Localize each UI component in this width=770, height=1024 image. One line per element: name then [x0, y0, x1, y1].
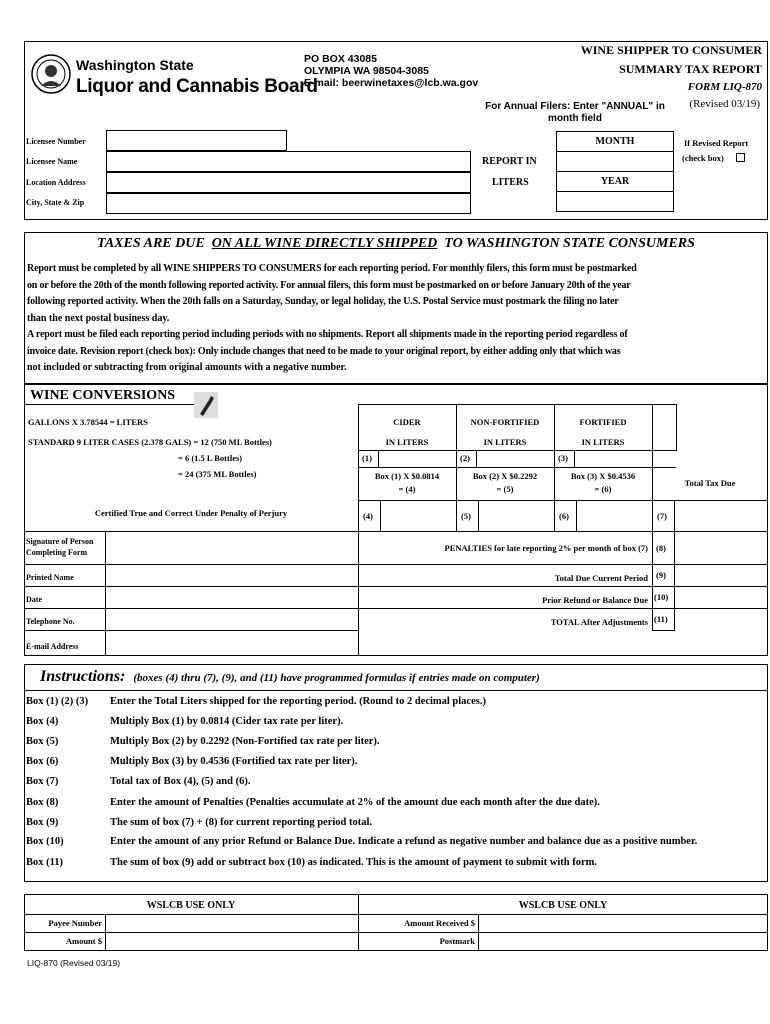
address-line1: PO BOX 43085 — [304, 53, 377, 65]
box-6-input[interactable] — [578, 501, 651, 530]
printed-name-label: Printed Name — [26, 573, 74, 582]
box-5-input[interactable] — [480, 501, 553, 530]
annual-note-line1: For Annual Filers: Enter "ANNUAL" in — [485, 101, 665, 112]
gallons-conversion: GALLONS X 3.78544 = LITERS — [28, 417, 148, 427]
taxes-due-paragraph: Report must be completed by all WINE SHIPPERS TO CONSUMERS for each reporting period. For monthly filers, this form must be postmarked on or before the 20th of the month following reported activity. For annual filers, this form must be postmarked on or before January 20th of the year following reported activity. When the 20th falls on a Saturday, Sunday, or legal holiday, the U.S. Postal Service must postmark the filing no later than the next postal business day. A report must be filed each reporting period including periods with no shipments. Report all shipments made in the reporting period regardless of invoice date. Revision report (check box): Only include changes that need to be made to your original report, by either adding only that which was not included or subtracting from original amounts with a negative number. — [27, 263, 637, 373]
instructions-heading: Instructions: (boxes (4) thru (7), (9), and (11) have programmed formulas if entries made on computer) — [40, 668, 540, 685]
prior-refund-label: Prior Refund or Balance Due — [542, 595, 648, 605]
fortified-liters: IN LITERS — [581, 437, 625, 447]
total-tax-due-label: Total Tax Due — [684, 478, 736, 488]
report-in-label: REPORT IN — [482, 156, 537, 167]
address-line2: OLYMPIA WA 98504-3085 — [304, 65, 429, 77]
calc-3-line1: Box (3) X $0.4536 — [570, 471, 636, 481]
penalties-label: PENALTIES for late reporting 2% per month of box (7) — [444, 543, 648, 553]
licensee-name-label: Licensee Name — [26, 157, 78, 166]
email-address-input[interactable] — [106, 631, 358, 655]
cases-conversion: STANDARD 9 LITER CASES (2.378 GALS) = 12 (750 ML Bottles) — [28, 437, 272, 447]
liters-label: LITERS — [492, 177, 529, 188]
amount-label: Amount $ — [65, 936, 102, 946]
revised-report-checkbox[interactable] — [736, 153, 745, 162]
city-state-zip-label: City, State & Zip — [26, 198, 85, 207]
box-8-label: (8) — [656, 543, 666, 553]
conversions-heading-rule — [24, 404, 214, 405]
box-2-input[interactable] — [478, 451, 553, 467]
certified-text: Certified True and Correct Under Penalty of Perjury — [94, 508, 288, 518]
box-1-label: (1) — [362, 453, 372, 463]
city-state-zip-input[interactable] — [106, 193, 471, 214]
check-box-label: (check box) — [682, 153, 724, 163]
taxes-due-heading: TAXES ARE DUE ON ALL WINE DIRECTLY SHIPPED TO WASHINGTON STATE CONSUMERS — [97, 236, 695, 251]
ml-bottles-conversion: = 24 (375 ML Bottles) — [178, 469, 257, 479]
box-7-input[interactable] — [676, 501, 767, 530]
org-name-line1: Washington State — [76, 57, 194, 73]
location-address-input[interactable] — [106, 172, 471, 193]
box-9-label: (9) — [656, 570, 666, 580]
total-after-label: TOTAL After Adjustments — [550, 617, 648, 627]
form-title-line2: SUMMARY TAX REPORT — [619, 62, 762, 76]
licensee-number-input[interactable] — [106, 130, 287, 151]
printed-name-input[interactable] — [106, 565, 358, 586]
calc-2-line2: = (5) — [496, 484, 514, 494]
email-line: E-mail: beerwinetaxes@lcb.wa.gov — [304, 77, 479, 89]
footer-revision: LIQ-870 (Revised 03/19) — [27, 958, 121, 968]
email-address-label: E-mail Address — [26, 642, 79, 651]
total-due-label: Total Due Current Period — [554, 573, 648, 583]
box-6-label: (6) — [559, 511, 569, 521]
box-9-input[interactable] — [675, 565, 767, 585]
form-number: FORM LIQ-870 — [687, 81, 762, 93]
signature-field[interactable] — [106, 532, 358, 564]
box-5-label: (5) — [461, 511, 471, 521]
box-3-label: (3) — [558, 453, 568, 463]
box-3-input[interactable] — [576, 451, 651, 467]
liter-bottles-conversion: = 6 (1.5 L Bottles) — [178, 453, 243, 463]
licensee-number-label: Licensee Number — [26, 137, 86, 146]
cider-liters: IN LITERS — [385, 437, 429, 447]
form-revised: (Revised 03/19) — [689, 98, 760, 110]
box-1-input[interactable] — [380, 451, 455, 467]
date-input[interactable] — [106, 587, 358, 608]
telephone-input[interactable] — [106, 609, 358, 630]
date-label: Date — [26, 595, 42, 604]
location-address-label: Location Address — [26, 178, 86, 187]
year-input[interactable] — [556, 191, 674, 212]
telephone-label: Telephone No. — [26, 617, 75, 626]
signature-label: Signature of Person — [26, 537, 94, 546]
state-seal-icon — [31, 54, 71, 94]
calc-1-line1: Box (1) X $0.0814 — [374, 471, 440, 481]
licensee-name-input[interactable] — [106, 151, 471, 172]
box-2-label: (2) — [460, 453, 470, 463]
calc-1-line2: = (4) — [398, 484, 416, 494]
annual-note-line2: month field — [548, 113, 602, 124]
org-name-line2: Liquor and Cannabis Board — [76, 76, 318, 97]
box-11-input[interactable] — [675, 609, 767, 629]
cider-header: CIDER — [393, 417, 421, 427]
payee-number-label: Payee Number — [48, 918, 102, 928]
wine-bottle-icon — [194, 392, 218, 418]
box-8-input[interactable] — [675, 532, 767, 563]
postmark-label: Postmark — [439, 936, 475, 946]
signature-label-2: Completing Form — [26, 548, 88, 557]
box-11-label: (11) — [654, 614, 668, 624]
form-title-line1: WINE SHIPPER TO CONSUMER — [580, 43, 762, 57]
revised-report-label: If Revised Report — [684, 138, 749, 148]
calc-2-line1: Box (2) X $0.2292 — [472, 471, 538, 481]
wslcb-use-only-right: WSLCB USE ONLY — [518, 900, 608, 911]
month-header: MONTH — [556, 131, 674, 152]
wslcb-use-only-left: WSLCB USE ONLY — [146, 900, 236, 911]
box-10-input[interactable] — [675, 587, 767, 607]
year-header: YEAR — [556, 171, 674, 192]
box-7-label: (7) — [657, 511, 667, 521]
fortified-header: FORTIFIED — [579, 417, 627, 427]
nonfort-header: NON-FORTIFIED — [470, 417, 540, 427]
amount-received-label: Amount Received $ — [404, 918, 475, 928]
nonfort-liters: IN LITERS — [483, 437, 527, 447]
box-4-label: (4) — [363, 511, 373, 521]
calc-3-line2: = (6) — [594, 484, 612, 494]
wine-conversions-heading: WINE CONVERSIONS — [30, 388, 176, 403]
month-input[interactable] — [556, 151, 674, 172]
box-4-input[interactable] — [382, 501, 455, 530]
box-10-label: (10) — [654, 592, 669, 602]
